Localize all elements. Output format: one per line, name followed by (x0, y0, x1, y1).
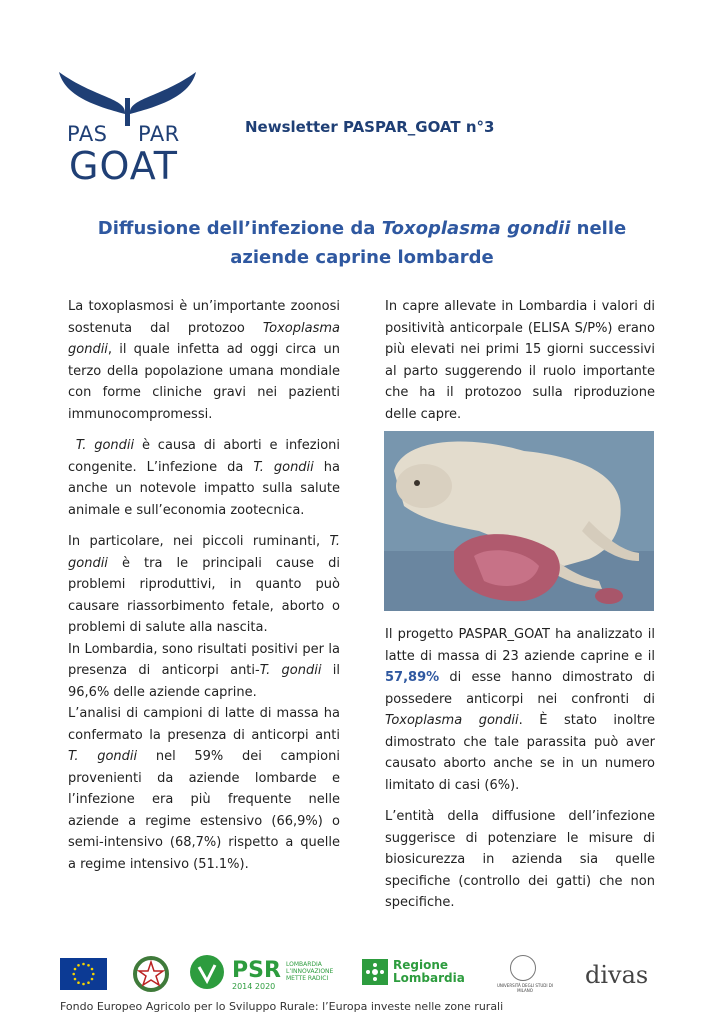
psr-subtitle: LOMBARDIA L’INNOVAZIONE METTE RADICI (286, 961, 334, 982)
left-column (68, 296, 340, 875)
footer-eafrd-text: Fondo Europeo Agricolo per lo Sviluppo Rurale: l’Europa investe nelle zone rurali (60, 1000, 504, 1013)
newsletter-heading: Newsletter PASPAR_GOAT n°3 (245, 118, 495, 136)
italian-republic-emblem-icon (132, 955, 170, 993)
paspar-goat-logo (55, 68, 200, 193)
unimi-name: UNIVERSITÀ DEGLI STUDI DI MILANO (496, 983, 554, 993)
logo-par: PAR (138, 122, 180, 146)
regione-lombardia-icon (362, 959, 388, 985)
eu-flag-icon (60, 958, 107, 990)
article-title: Diffusione dell’infezione da Toxoplasma gondii nelle aziende caprine lombarde (97, 218, 627, 268)
regione-lombardia-text: Regione Lombardia (393, 958, 465, 985)
aborted-kid-photo (384, 431, 654, 611)
right-column-top (385, 296, 655, 425)
footer-logos (60, 955, 670, 995)
paragraph-lombardy-farms: In Lombardia, sono risultati positivi per la presenza di anticorpi anti-T. gondii il 96,6% delle aziende caprine. (68, 641, 341, 700)
psr-logo-text: PSR (232, 958, 281, 983)
logo-pas: PAS (67, 122, 108, 146)
paragraph-project-results: Il progetto PASPAR_GOAT ha analizzato il latte di massa di 23 aziende caprine e il 57,89% di esse hanno dimostrato di possedere anticorpi nei confronti di Toxoplasma gondii. È stato inoltre dimostrato che tale parassita può aver causato aborto anche se in un numero limitato di casi (6%). (385, 627, 655, 793)
paragraph-ruminants: In particolare, nei piccoli ruminanti, T. gondii è tra le principali cause di problemi riproduttivi, in quanto può causare riassorbimento fetale, aborto o problemi di salute alla nascita. (68, 534, 340, 635)
paragraph-elisa: In capre allevate in Lombardia i valori di positività anticorpale (ELISA S/P%) erano più elevati nei primi 15 giorni successivi al parto suggerendo il ruolo importante che ha il protozoo sulla riproduzione delle capre. (385, 299, 655, 422)
psr-years: 2014 2020 (232, 982, 276, 991)
divas-logo-text: divas (585, 961, 649, 989)
unimi-seal-icon (510, 955, 536, 981)
paragraph-milk-analysis: L’analisi di campioni di latte di massa ha confermato la presenza di anticorpi anti T. gondii nel 59% dei campioni provenienti da aziende lombarde e l’infezione era più frequente nelle aziende a regime estensivo (66,9%) o semi-intensivo (68,7%) rispetto a quelle a regime intensivo (51.1%). (68, 706, 340, 872)
goat-horns-icon (55, 68, 200, 128)
paragraph-abortion: T. gondii è causa di aborti e infezioni congenite. L’infezione da T. gondii ha anche un notevole impatto sulla salute animale e sull’economia zootecnica. (68, 438, 340, 518)
logo-goat: GOAT (69, 144, 178, 188)
right-column-bottom (385, 624, 655, 914)
psr-check-icon (190, 955, 224, 989)
paragraph-intro: La toxoplasmosi è un’importante zoonosi sostenuta dal protozoo Toxoplasma gondii, il quale infetta ad oggi circa un terzo della popolazione umana mondiale con forme cliniche gravi nei pazienti immunocompromessi. (68, 299, 340, 422)
paragraph-biosecurity: L’entità della diffusione dell’infezione suggerisce di potenziare le misure di biosicurezza in azienda sia quelle specifiche (controllo dei gatti) che non specifiche. (385, 809, 655, 910)
highlight-percentage: 57,89% (385, 670, 440, 685)
